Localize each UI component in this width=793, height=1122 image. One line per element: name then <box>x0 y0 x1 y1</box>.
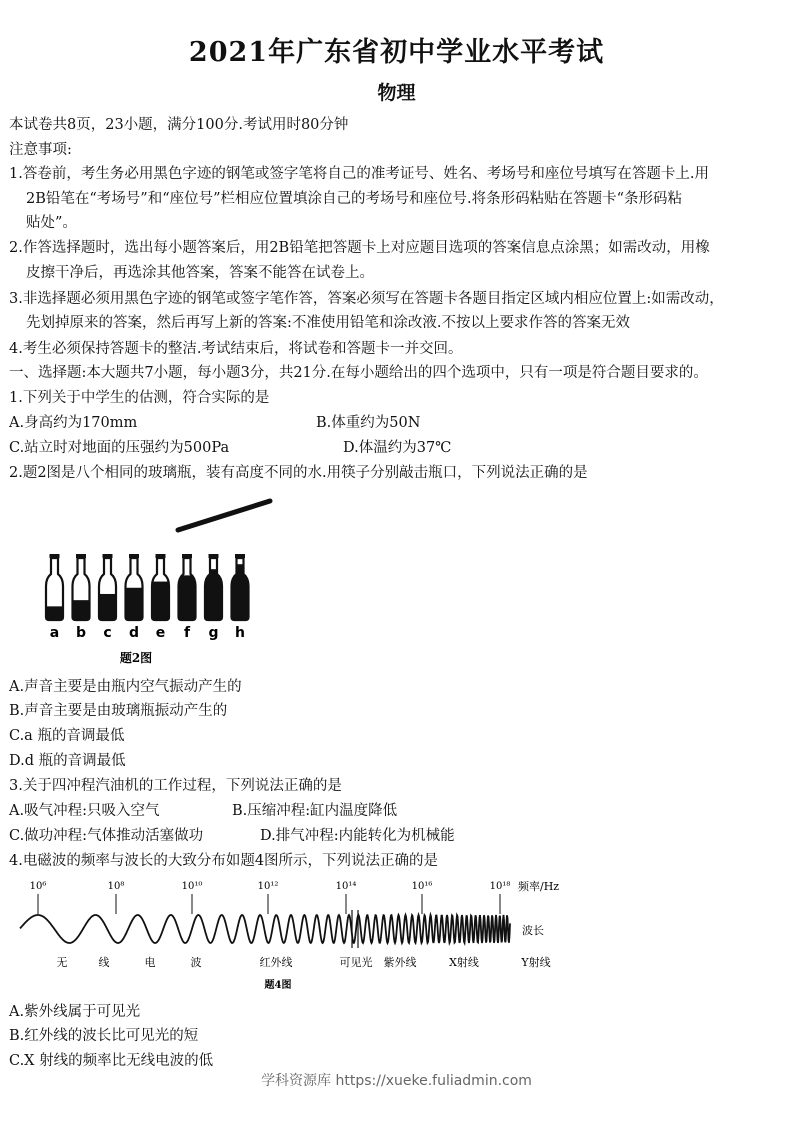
chopstick <box>178 501 270 530</box>
bottle-g <box>203 554 224 641</box>
band-label-radio-4: 波 <box>190 956 202 969</box>
q4-option-b: B.红外线的波长比可见光的短 <box>9 1028 199 1044</box>
q1-option-c: C.站立时对地面的压强约为500Pa <box>9 440 230 456</box>
notice-4: 4.考生必须保持答题卡的整洁.考试结束后，将试卷和答题卡一并交回。 <box>9 341 463 357</box>
band-label-radio-3: 电 <box>144 956 156 969</box>
water-e <box>150 582 171 622</box>
footer-watermark: 学科资源库 https://xueke.fuliadmin.com <box>261 1073 532 1089</box>
q4-option-c: C.X 射线的频率比无线电波的低 <box>9 1053 214 1069</box>
q3-option-a: A.吸气冲程:只吸入空气 <box>9 803 160 819</box>
bottle-h <box>230 554 251 641</box>
notice-2-line-2: 皮擦干净后，再选涂其他答案，答案不能答在试卷上。 <box>26 265 374 281</box>
bottle-label-a: a <box>49 625 60 641</box>
bottle-c <box>97 554 118 641</box>
q2-stem: 2.题2图是八个相同的玻璃瓶，装有高度不同的水.用筷子分别敲击瓶口，下列说法正确的是 <box>9 465 588 481</box>
notice-2-line-1: 2.作答选择题时，选出每小题答案后，用2B铅笔把答题卡上对应题目选项的答案信息点涂黑；如需改动，用橡 <box>9 240 710 256</box>
exam-title: 2021年广东省初中学业水平考试 <box>188 37 605 68</box>
bottle-d <box>124 554 145 641</box>
bottle-label-d: d <box>128 625 140 641</box>
notice-1-line-3: 贴处”。 <box>26 215 77 231</box>
band-label-ultraviolet: 紫外线 <box>383 956 417 969</box>
exam-info: 本试卷共8页，23小题，满分100分.考试用时80分钟 <box>9 117 349 133</box>
q2-option-d: D.d 瓶的音调最低 <box>9 753 126 769</box>
frequency-tick-label: 10¹⁶ <box>411 881 433 892</box>
q1-stem: 1.下列关于中学生的估测，符合实际的是 <box>9 390 270 406</box>
q3-option-c: C.做功冲程:气体推动活塞做功 <box>9 828 204 844</box>
wavelength-label: 波长 <box>522 924 544 937</box>
notice-1-line-1: 1.答卷前，考生务必用黑色字迹的钢笔或签字笔将自己的准考证号、姓名、考场号和座位号填写在答题卡上.用 <box>9 166 709 182</box>
water-d <box>124 588 145 622</box>
water-h <box>230 564 251 622</box>
frequency-tick-label: 10⁸ <box>107 881 125 892</box>
bottle-label-e: e <box>155 625 166 641</box>
frequency-tick-label: 10¹² <box>257 881 279 892</box>
q3-stem: 3.关于四冲程汽油机的工作过程，下列说法正确的是 <box>9 778 342 794</box>
band-label-gamma: Y射线 <box>521 956 551 969</box>
band-label-radio-2: 线 <box>98 956 110 969</box>
frequency-tick-label: 10⁶ <box>29 881 47 892</box>
notice-title: 注意事项: <box>9 142 72 158</box>
band-label-infrared: 红外线 <box>259 956 293 969</box>
subject-heading: 物理 <box>377 82 416 104</box>
q3-option-d: D.排气冲程:内能转化为机械能 <box>260 828 455 844</box>
q1-option-d: D.体温约为37℃ <box>343 440 452 456</box>
figure-2-caption: 题2图 <box>119 651 153 665</box>
frequency-tick-label: 10¹⁰ <box>181 881 203 892</box>
frequency-tick-label: 10¹⁴ <box>335 881 357 892</box>
bottle-label-g: g <box>208 625 219 641</box>
bottle-e <box>150 554 171 641</box>
q1-option-a: A.身高约为170mm <box>9 415 138 431</box>
bottle-b <box>71 554 92 641</box>
bottle-a <box>44 554 65 641</box>
q2-option-b: B.声音主要是由玻璃瓶振动产生的 <box>9 703 228 719</box>
q3-option-b: B.压缩冲程:缸内温度降低 <box>232 803 398 819</box>
figure-2-bottles <box>36 494 276 672</box>
figure-4-caption: 题4图 <box>264 980 292 991</box>
q2-option-c: C.a 瓶的音调最低 <box>9 728 125 744</box>
frequency-tick-label: 10¹⁸ <box>489 881 511 892</box>
q4-option-a: A.紫外线属于可见光 <box>9 1004 141 1020</box>
q1-option-b: B.体重约为50N <box>316 415 421 431</box>
notice-3-line-1: 3.非选择题必须用黑色字迹的钢笔或签字笔作答，答案必须写在答题卡各题目指定区域内相应位置上:如需改动， <box>9 291 724 307</box>
bottle-label-h: h <box>235 625 245 641</box>
q2-option-a: A.声音主要是由瓶内空气振动产生的 <box>9 679 242 695</box>
band-label-xray: X射线 <box>449 956 479 969</box>
figure-4-em-spectrum <box>16 874 576 998</box>
frequency-axis-label: 频率/Hz <box>518 880 560 893</box>
section-1-heading: 一、选择题:本大题共7小题，每小题3分，共21分.在每小题给出的四个选项中，只有一项是符合题目要求的。 <box>9 365 708 381</box>
bottle-f <box>177 554 198 641</box>
notice-1-line-2: 2B铅笔在“考场号”和“座位号”栏相应位置填涂自己的考场号和座位号.将条形码粘贴在答题卡“条形码粘 <box>26 191 683 207</box>
bottle-label-f: f <box>183 625 191 641</box>
em-wave <box>20 915 510 943</box>
band-label-radio-1: 无 <box>56 956 68 969</box>
q4-stem: 4.电磁波的频率与波长的大致分布如题4图所示，下列说法正确的是 <box>9 853 439 869</box>
band-label-visible: 可见光 <box>339 956 373 969</box>
bottle-label-c: c <box>103 625 112 641</box>
notice-3-line-2: 先划掉原来的答案，然后再写上新的答案:不准使用铅笔和涂改液.不按以上要求作答的答案无效 <box>26 315 630 331</box>
bottle-label-b: b <box>75 625 87 641</box>
